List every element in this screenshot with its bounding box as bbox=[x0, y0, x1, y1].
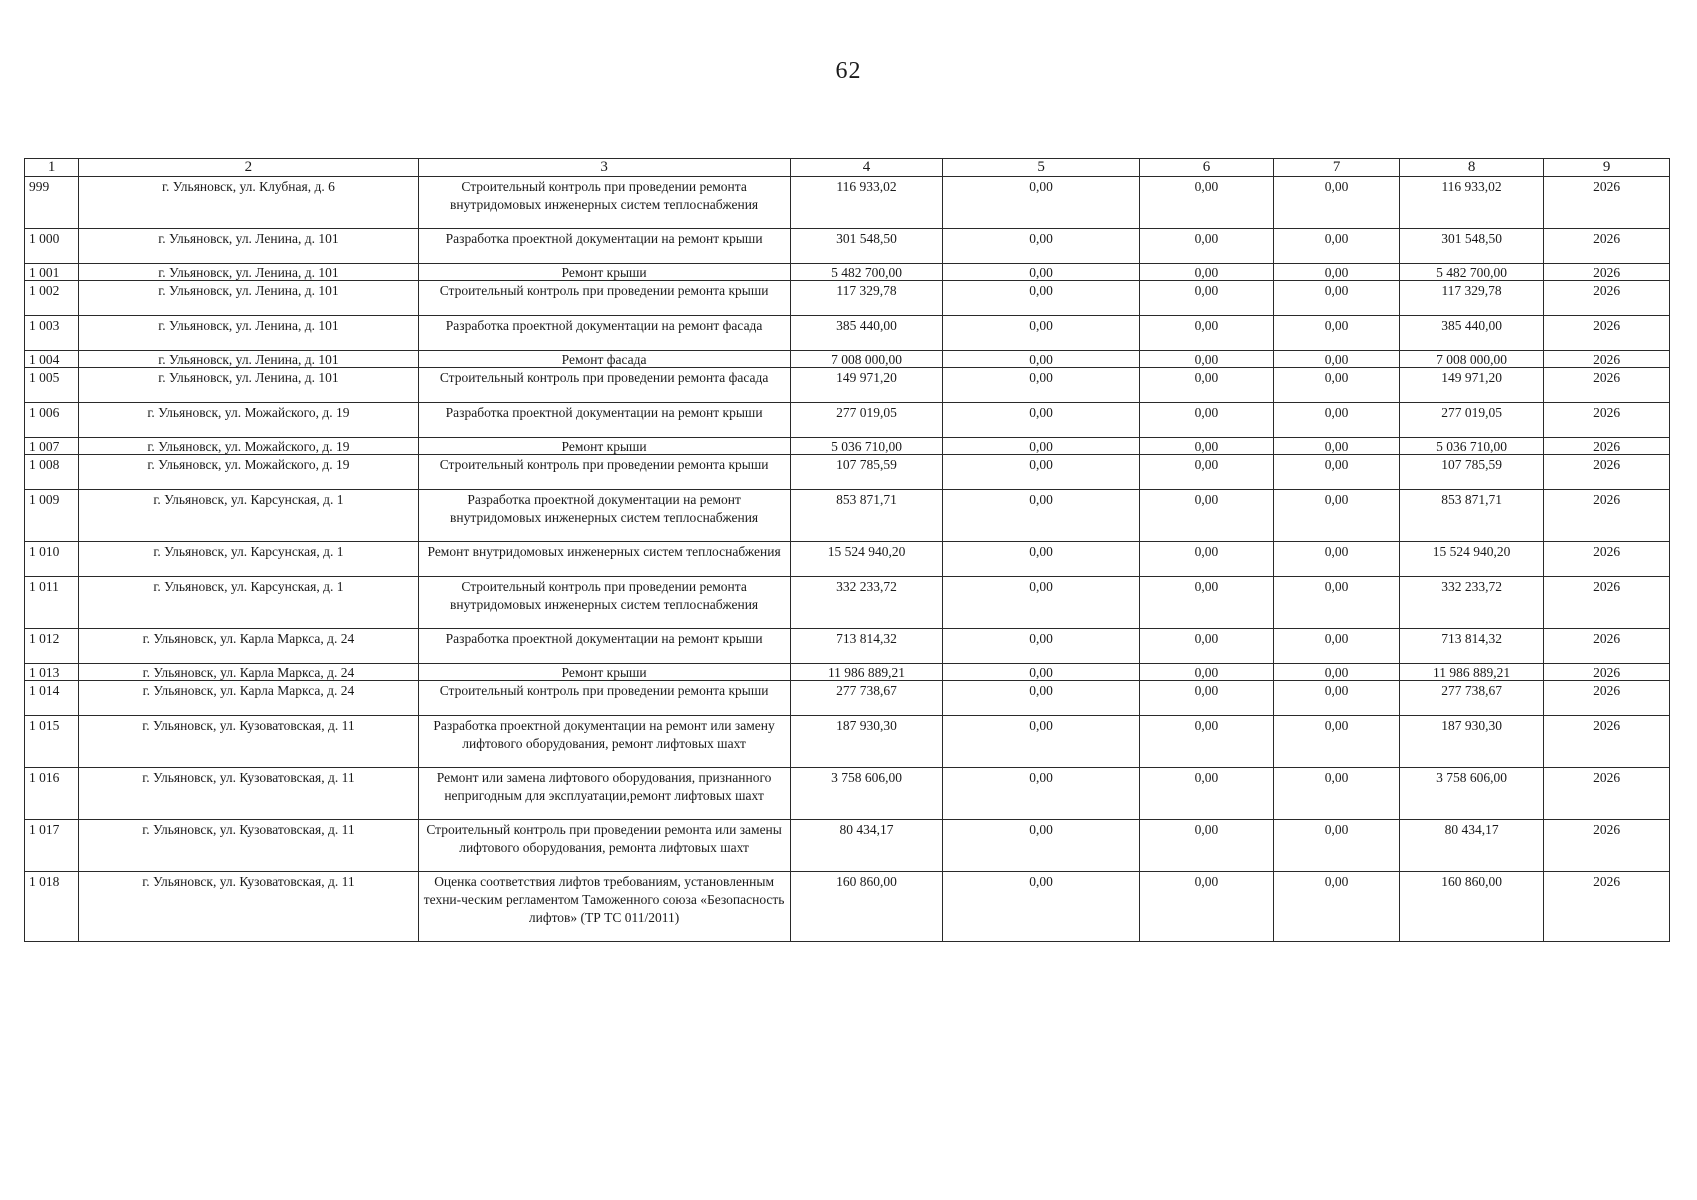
year-cell: 2026 bbox=[1544, 281, 1670, 316]
row-number: 1 012 bbox=[25, 629, 79, 664]
amount-col5-cell: 0,00 bbox=[943, 872, 1139, 942]
table-row bbox=[25, 664, 1670, 681]
table-row bbox=[25, 629, 1670, 664]
amount-col8-cell: 15 524 940,20 bbox=[1399, 542, 1543, 577]
address-cell: г. Ульяновск, ул. Кузоватовская, д. 11 bbox=[79, 768, 418, 820]
amount-col7-cell: 0,00 bbox=[1274, 820, 1400, 872]
row-number: 1 003 bbox=[25, 316, 79, 351]
year-cell: 2026 bbox=[1544, 768, 1670, 820]
amount-col4-cell: 277 019,05 bbox=[790, 403, 943, 438]
amount-col4-cell: 117 329,78 bbox=[790, 281, 943, 316]
amount-col6-cell: 0,00 bbox=[1139, 368, 1273, 403]
amount-col4-cell: 11 986 889,21 bbox=[790, 664, 943, 681]
work-type-cell: Разработка проектной документации на ремонт крыши bbox=[418, 403, 790, 438]
table-row bbox=[25, 403, 1670, 438]
amount-col5-cell: 0,00 bbox=[943, 629, 1139, 664]
amount-col8-cell: 301 548,50 bbox=[1399, 229, 1543, 264]
amount-col8-cell: 160 860,00 bbox=[1399, 872, 1543, 942]
address-cell: г. Ульяновск, ул. Можайского, д. 19 bbox=[79, 403, 418, 438]
header-row bbox=[25, 159, 1670, 177]
amount-col4-cell: 853 871,71 bbox=[790, 490, 943, 542]
amount-col5-cell: 0,00 bbox=[943, 316, 1139, 351]
year-cell: 2026 bbox=[1544, 542, 1670, 577]
address-cell: г. Ульяновск, ул. Ленина, д. 101 bbox=[79, 264, 418, 281]
amount-col6-cell: 0,00 bbox=[1139, 490, 1273, 542]
work-type-cell: Ремонт крыши bbox=[418, 264, 790, 281]
amount-col8-cell: 149 971,20 bbox=[1399, 368, 1543, 403]
work-type-cell: Ремонт крыши bbox=[418, 438, 790, 455]
table-row bbox=[25, 768, 1670, 820]
amount-col7-cell: 0,00 bbox=[1274, 490, 1400, 542]
amount-col5-cell: 0,00 bbox=[943, 229, 1139, 264]
table-row bbox=[25, 316, 1670, 351]
amount-col5-cell: 0,00 bbox=[943, 664, 1139, 681]
row-number: 1 007 bbox=[25, 438, 79, 455]
column-header: 2 bbox=[79, 159, 418, 177]
year-cell: 2026 bbox=[1544, 229, 1670, 264]
amount-col7-cell: 0,00 bbox=[1274, 177, 1400, 229]
address-cell: г. Ульяновск, ул. Ленина, д. 101 bbox=[79, 229, 418, 264]
amount-col5-cell: 0,00 bbox=[943, 281, 1139, 316]
work-type-cell: Строительный контроль при проведении ремонта крыши bbox=[418, 681, 790, 716]
column-header: 4 bbox=[790, 159, 943, 177]
work-type-cell: Строительный контроль при проведении ремонта внутридомовых инженерных систем теплоснабжения bbox=[418, 177, 790, 229]
amount-col6-cell: 0,00 bbox=[1139, 281, 1273, 316]
amount-col4-cell: 3 758 606,00 bbox=[790, 768, 943, 820]
amount-col5-cell: 0,00 bbox=[943, 681, 1139, 716]
amount-col8-cell: 107 785,59 bbox=[1399, 455, 1543, 490]
amount-col5-cell: 0,00 bbox=[943, 577, 1139, 629]
address-cell: г. Ульяновск, ул. Ленина, д. 101 bbox=[79, 316, 418, 351]
work-type-cell: Ремонт крыши bbox=[418, 664, 790, 681]
amount-col7-cell: 0,00 bbox=[1274, 438, 1400, 455]
table-row bbox=[25, 872, 1670, 942]
amount-col8-cell: 5 482 700,00 bbox=[1399, 264, 1543, 281]
row-number: 1 000 bbox=[25, 229, 79, 264]
address-cell: г. Ульяновск, ул. Клубная, д. 6 bbox=[79, 177, 418, 229]
amount-col6-cell: 0,00 bbox=[1139, 403, 1273, 438]
amount-col4-cell: 385 440,00 bbox=[790, 316, 943, 351]
column-header: 1 bbox=[25, 159, 79, 177]
amount-col7-cell: 0,00 bbox=[1274, 351, 1400, 368]
year-cell: 2026 bbox=[1544, 351, 1670, 368]
year-cell: 2026 bbox=[1544, 438, 1670, 455]
table-row bbox=[25, 351, 1670, 368]
amount-col6-cell: 0,00 bbox=[1139, 577, 1273, 629]
table-body bbox=[25, 177, 1670, 942]
work-type-cell: Разработка проектной документации на ремонт фасада bbox=[418, 316, 790, 351]
table-row bbox=[25, 455, 1670, 490]
year-cell: 2026 bbox=[1544, 403, 1670, 438]
amount-col5-cell: 0,00 bbox=[943, 716, 1139, 768]
address-cell: г. Ульяновск, ул. Ленина, д. 101 bbox=[79, 351, 418, 368]
year-cell: 2026 bbox=[1544, 629, 1670, 664]
amount-col8-cell: 117 329,78 bbox=[1399, 281, 1543, 316]
amount-col7-cell: 0,00 bbox=[1274, 264, 1400, 281]
amount-col6-cell: 0,00 bbox=[1139, 177, 1273, 229]
address-cell: г. Ульяновск, ул. Ленина, д. 101 bbox=[79, 281, 418, 316]
row-number: 1 014 bbox=[25, 681, 79, 716]
table-row bbox=[25, 681, 1670, 716]
table-row bbox=[25, 490, 1670, 542]
amount-col4-cell: 149 971,20 bbox=[790, 368, 943, 403]
amount-col7-cell: 0,00 bbox=[1274, 229, 1400, 264]
amount-col7-cell: 0,00 bbox=[1274, 629, 1400, 664]
amount-col4-cell: 160 860,00 bbox=[790, 872, 943, 942]
year-cell: 2026 bbox=[1544, 820, 1670, 872]
amount-col4-cell: 116 933,02 bbox=[790, 177, 943, 229]
address-cell: г. Ульяновск, ул. Карсунская, д. 1 bbox=[79, 542, 418, 577]
column-header: 5 bbox=[943, 159, 1139, 177]
amount-col5-cell: 0,00 bbox=[943, 820, 1139, 872]
amount-col7-cell: 0,00 bbox=[1274, 403, 1400, 438]
year-cell: 2026 bbox=[1544, 872, 1670, 942]
work-type-cell: Строительный контроль при проведении ремонта крыши bbox=[418, 281, 790, 316]
address-cell: г. Ульяновск, ул. Карла Маркса, д. 24 bbox=[79, 681, 418, 716]
address-cell: г. Ульяновск, ул. Кузоватовская, д. 11 bbox=[79, 820, 418, 872]
address-cell: г. Ульяновск, ул. Карла Маркса, д. 24 bbox=[79, 629, 418, 664]
work-type-cell: Разработка проектной документации на ремонт крыши bbox=[418, 229, 790, 264]
address-cell: г. Ульяновск, ул. Можайского, д. 19 bbox=[79, 455, 418, 490]
row-number: 1 018 bbox=[25, 872, 79, 942]
amount-col7-cell: 0,00 bbox=[1274, 872, 1400, 942]
amount-col7-cell: 0,00 bbox=[1274, 542, 1400, 577]
year-cell: 2026 bbox=[1544, 577, 1670, 629]
table-row bbox=[25, 542, 1670, 577]
row-number: 1 015 bbox=[25, 716, 79, 768]
amount-col5-cell: 0,00 bbox=[943, 403, 1139, 438]
work-type-cell: Ремонт фасада bbox=[418, 351, 790, 368]
table-row bbox=[25, 820, 1670, 872]
row-number: 1 005 bbox=[25, 368, 79, 403]
amount-col7-cell: 0,00 bbox=[1274, 281, 1400, 316]
amount-col4-cell: 187 930,30 bbox=[790, 716, 943, 768]
year-cell: 2026 bbox=[1544, 716, 1670, 768]
amount-col8-cell: 713 814,32 bbox=[1399, 629, 1543, 664]
amount-col8-cell: 116 933,02 bbox=[1399, 177, 1543, 229]
work-type-cell: Строительный контроль при проведении ремонта внутридомовых инженерных систем теплоснабжения bbox=[418, 577, 790, 629]
row-number: 1 010 bbox=[25, 542, 79, 577]
row-number: 999 bbox=[25, 177, 79, 229]
amount-col6-cell: 0,00 bbox=[1139, 455, 1273, 490]
amount-col6-cell: 0,00 bbox=[1139, 264, 1273, 281]
amount-col8-cell: 332 233,72 bbox=[1399, 577, 1543, 629]
amount-col8-cell: 7 008 000,00 bbox=[1399, 351, 1543, 368]
amount-col6-cell: 0,00 bbox=[1139, 716, 1273, 768]
amount-col8-cell: 187 930,30 bbox=[1399, 716, 1543, 768]
amount-col5-cell: 0,00 bbox=[943, 768, 1139, 820]
address-cell: г. Ульяновск, ул. Карсунская, д. 1 bbox=[79, 577, 418, 629]
column-header: 7 bbox=[1274, 159, 1400, 177]
row-number: 1 017 bbox=[25, 820, 79, 872]
amount-col8-cell: 3 758 606,00 bbox=[1399, 768, 1543, 820]
year-cell: 2026 bbox=[1544, 490, 1670, 542]
amount-col5-cell: 0,00 bbox=[943, 438, 1139, 455]
amount-col5-cell: 0,00 bbox=[943, 351, 1139, 368]
row-number: 1 006 bbox=[25, 403, 79, 438]
amount-col4-cell: 332 233,72 bbox=[790, 577, 943, 629]
row-number: 1 004 bbox=[25, 351, 79, 368]
amount-col7-cell: 0,00 bbox=[1274, 768, 1400, 820]
amount-col6-cell: 0,00 bbox=[1139, 438, 1273, 455]
amount-col8-cell: 277 738,67 bbox=[1399, 681, 1543, 716]
amount-col7-cell: 0,00 bbox=[1274, 577, 1400, 629]
work-type-cell: Разработка проектной документации на ремонт внутридомовых инженерных систем теплоснабжения bbox=[418, 490, 790, 542]
work-type-cell: Ремонт внутридомовых инженерных систем теплоснабжения bbox=[418, 542, 790, 577]
amount-col4-cell: 5 482 700,00 bbox=[790, 264, 943, 281]
amount-col6-cell: 0,00 bbox=[1139, 629, 1273, 664]
amount-col8-cell: 80 434,17 bbox=[1399, 820, 1543, 872]
year-cell: 2026 bbox=[1544, 681, 1670, 716]
amount-col4-cell: 301 548,50 bbox=[790, 229, 943, 264]
amount-col6-cell: 0,00 bbox=[1139, 542, 1273, 577]
amount-col8-cell: 853 871,71 bbox=[1399, 490, 1543, 542]
amount-col4-cell: 5 036 710,00 bbox=[790, 438, 943, 455]
table-row bbox=[25, 716, 1670, 768]
row-number: 1 001 bbox=[25, 264, 79, 281]
column-header: 3 bbox=[418, 159, 790, 177]
repair-schedule-table bbox=[24, 158, 1670, 942]
amount-col7-cell: 0,00 bbox=[1274, 681, 1400, 716]
table-row bbox=[25, 281, 1670, 316]
amount-col6-cell: 0,00 bbox=[1139, 820, 1273, 872]
column-header: 8 bbox=[1399, 159, 1543, 177]
work-type-cell: Строительный контроль при проведении ремонта крыши bbox=[418, 455, 790, 490]
table-row bbox=[25, 229, 1670, 264]
amount-col6-cell: 0,00 bbox=[1139, 768, 1273, 820]
work-type-cell: Разработка проектной документации на ремонт крыши bbox=[418, 629, 790, 664]
year-cell: 2026 bbox=[1544, 177, 1670, 229]
row-number: 1 013 bbox=[25, 664, 79, 681]
table-row bbox=[25, 577, 1670, 629]
work-type-cell: Разработка проектной документации на ремонт или замену лифтового оборудования, ремонт лифтовых шахт bbox=[418, 716, 790, 768]
year-cell: 2026 bbox=[1544, 368, 1670, 403]
amount-col4-cell: 80 434,17 bbox=[790, 820, 943, 872]
amount-col6-cell: 0,00 bbox=[1139, 681, 1273, 716]
amount-col7-cell: 0,00 bbox=[1274, 316, 1400, 351]
amount-col4-cell: 107 785,59 bbox=[790, 455, 943, 490]
amount-col4-cell: 713 814,32 bbox=[790, 629, 943, 664]
amount-col4-cell: 15 524 940,20 bbox=[790, 542, 943, 577]
work-type-cell: Оценка соответствия лифтов требованиям, установленным техни-ческим регламентом Таможенного союза «Безопасность лифтов» (ТР ТС 011/2011) bbox=[418, 872, 790, 942]
amount-col7-cell: 0,00 bbox=[1274, 664, 1400, 681]
column-header: 6 bbox=[1139, 159, 1273, 177]
amount-col8-cell: 11 986 889,21 bbox=[1399, 664, 1543, 681]
address-cell: г. Ульяновск, ул. Кузоватовская, д. 11 bbox=[79, 872, 418, 942]
table-row bbox=[25, 438, 1670, 455]
amount-col6-cell: 0,00 bbox=[1139, 351, 1273, 368]
amount-col4-cell: 277 738,67 bbox=[790, 681, 943, 716]
amount-col6-cell: 0,00 bbox=[1139, 316, 1273, 351]
table-row bbox=[25, 177, 1670, 229]
year-cell: 2026 bbox=[1544, 664, 1670, 681]
amount-col5-cell: 0,00 bbox=[943, 264, 1139, 281]
amount-col8-cell: 277 019,05 bbox=[1399, 403, 1543, 438]
work-type-cell: Строительный контроль при проведении ремонта или замены лифтового оборудования, ремонта лифтовых шахт bbox=[418, 820, 790, 872]
year-cell: 2026 bbox=[1544, 455, 1670, 490]
amount-col8-cell: 385 440,00 bbox=[1399, 316, 1543, 351]
row-number: 1 002 bbox=[25, 281, 79, 316]
table-row bbox=[25, 264, 1670, 281]
row-number: 1 011 bbox=[25, 577, 79, 629]
row-number: 1 008 bbox=[25, 455, 79, 490]
amount-col5-cell: 0,00 bbox=[943, 368, 1139, 403]
address-cell: г. Ульяновск, ул. Карсунская, д. 1 bbox=[79, 490, 418, 542]
amount-col5-cell: 0,00 bbox=[943, 490, 1139, 542]
amount-col6-cell: 0,00 bbox=[1139, 229, 1273, 264]
amount-col4-cell: 7 008 000,00 bbox=[790, 351, 943, 368]
address-cell: г. Ульяновск, ул. Ленина, д. 101 bbox=[79, 368, 418, 403]
address-cell: г. Ульяновск, ул. Кузоватовская, д. 11 bbox=[79, 716, 418, 768]
amount-col5-cell: 0,00 bbox=[943, 455, 1139, 490]
table-row bbox=[25, 368, 1670, 403]
amount-col7-cell: 0,00 bbox=[1274, 716, 1400, 768]
work-type-cell: Строительный контроль при проведении ремонта фасада bbox=[418, 368, 790, 403]
year-cell: 2026 bbox=[1544, 316, 1670, 351]
page-number: 62 bbox=[835, 58, 862, 84]
amount-col6-cell: 0,00 bbox=[1139, 664, 1273, 681]
amount-col7-cell: 0,00 bbox=[1274, 455, 1400, 490]
year-cell: 2026 bbox=[1544, 264, 1670, 281]
row-number: 1 009 bbox=[25, 490, 79, 542]
row-number: 1 016 bbox=[25, 768, 79, 820]
address-cell: г. Ульяновск, ул. Можайского, д. 19 bbox=[79, 438, 418, 455]
amount-col5-cell: 0,00 bbox=[943, 542, 1139, 577]
amount-col7-cell: 0,00 bbox=[1274, 368, 1400, 403]
address-cell: г. Ульяновск, ул. Карла Маркса, д. 24 bbox=[79, 664, 418, 681]
work-type-cell: Ремонт или замена лифтового оборудования, признанного непригодным для эксплуатации,ремонт лифтовых шахт bbox=[418, 768, 790, 820]
amount-col5-cell: 0,00 bbox=[943, 177, 1139, 229]
amount-col6-cell: 0,00 bbox=[1139, 872, 1273, 942]
amount-col8-cell: 5 036 710,00 bbox=[1399, 438, 1543, 455]
column-header: 9 bbox=[1544, 159, 1670, 177]
